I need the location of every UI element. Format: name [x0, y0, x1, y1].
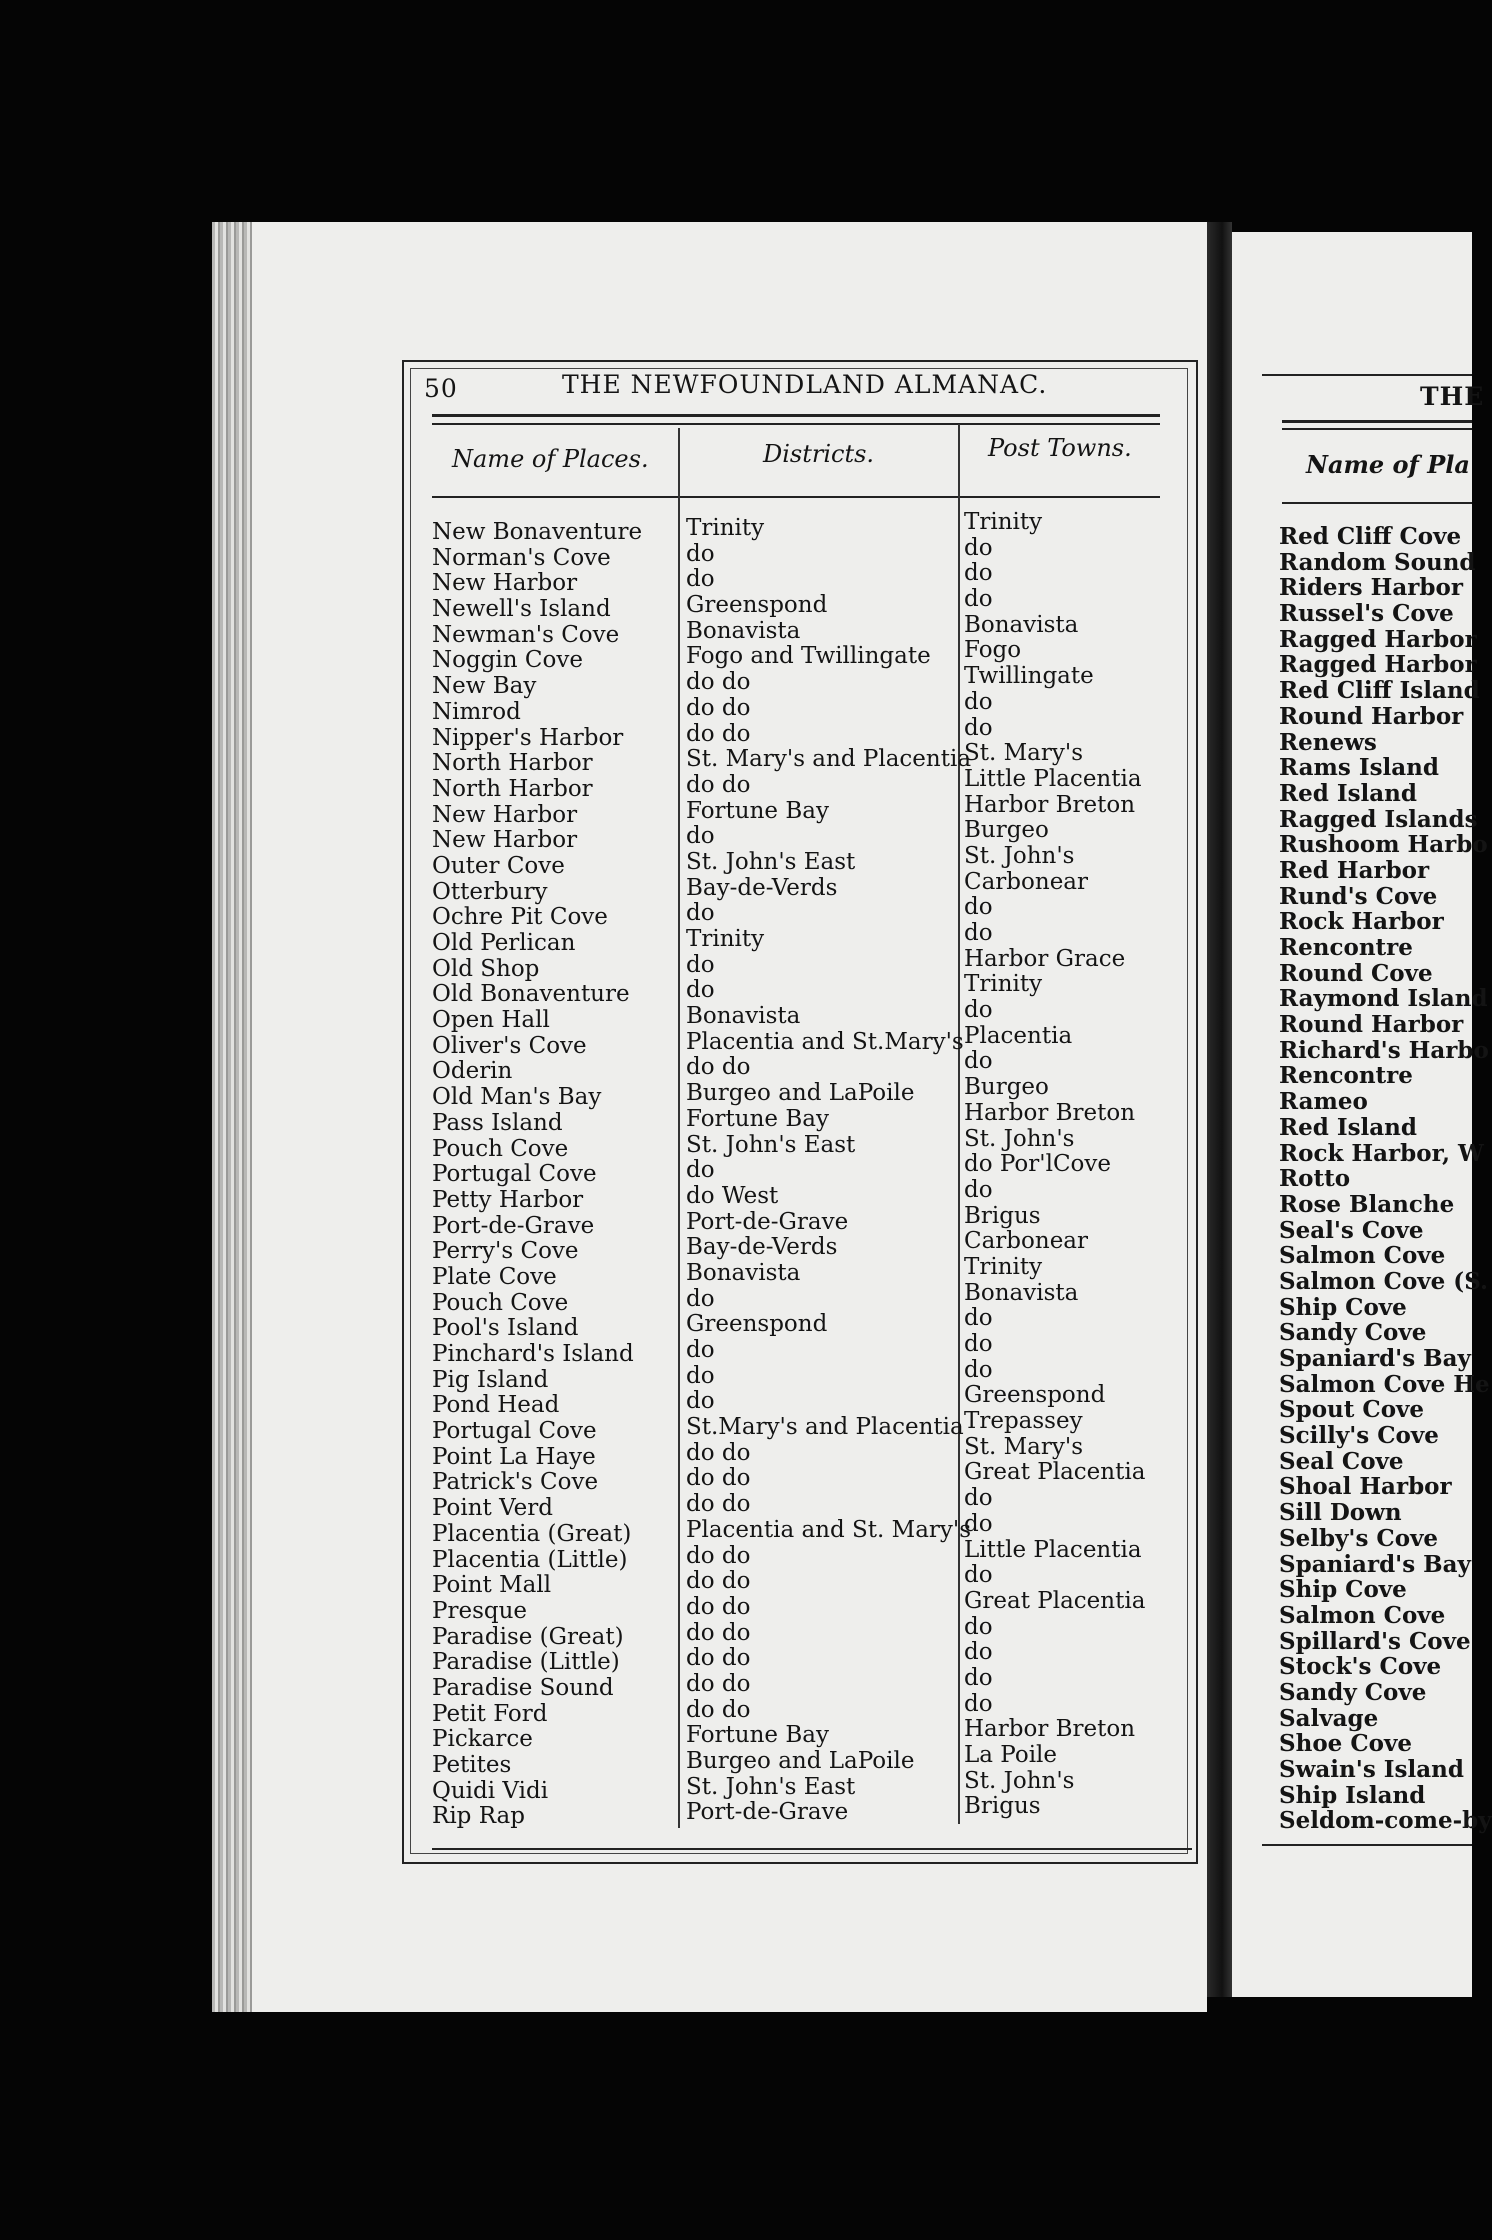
table-cell-name: Ochre Pit Cove: [432, 904, 608, 931]
table-cell-name: Rund's Cove: [1279, 882, 1438, 910]
table-cell-post-town: Trinity: [964, 1253, 1043, 1280]
table-cell-post-town: Harbor Breton: [964, 791, 1136, 818]
table-cell-post-town: Little Placentia: [964, 1536, 1142, 1563]
table-cell-name: New Bay: [432, 673, 537, 700]
table-cell-name: Noggin Cove: [432, 647, 583, 674]
table-cell-name: Placentia (Little): [432, 1546, 628, 1573]
table-cell-district: do: [686, 566, 715, 593]
table-cell-district: St. John's East: [686, 848, 856, 875]
table-cell-district: do do: [686, 1054, 751, 1081]
table-cell-name: Ragged Harbor: [1279, 625, 1477, 653]
table-cell-name: Point Verd: [432, 1495, 553, 1522]
table-cell-name: Seal's Cove: [1279, 1216, 1424, 1244]
table-cell-name: Point La Haye: [432, 1443, 596, 1470]
table-cell-name: Shoal Harbor: [1279, 1473, 1452, 1501]
table-cell-post-town: St. Mary's: [964, 740, 1083, 767]
table-cell-district: do: [686, 977, 715, 1004]
table-cell-name: Ragged Islands: [1279, 805, 1478, 833]
right-column-header: Name of Pla: [1306, 450, 1470, 479]
table-cell-post-town: do: [964, 1664, 993, 1691]
post-towns-column: [964, 510, 1145, 1820]
table-cell-post-town: Harbor Breton: [964, 1716, 1136, 1743]
table-cell-name: Rushoom Harbo: [1279, 831, 1488, 859]
table-cell-post-town: do: [964, 534, 993, 561]
table-cell-district: Port-de-Grave: [686, 1799, 849, 1826]
table-cell-post-town: Carbonear: [964, 1228, 1089, 1255]
table-cell-district: do do: [686, 1619, 751, 1646]
table-cell-post-town: Greenspond: [964, 1382, 1106, 1409]
table-cell-name: New Harbor: [432, 570, 578, 597]
page-edges: [212, 222, 252, 2012]
table-cell-post-town: Twillingate: [964, 663, 1094, 690]
table-cell-post-town: Little Placentia: [964, 765, 1142, 792]
table-cell-district: do: [686, 900, 715, 927]
table-cell-name: Spillard's Cove: [1279, 1627, 1471, 1655]
table-cell-name: Swain's Island: [1279, 1756, 1464, 1783]
right-running-head: THE: [1420, 382, 1485, 411]
table-cell-post-town: Burgeo: [964, 817, 1049, 844]
table-cell-post-town: St. John's: [964, 1767, 1075, 1794]
table-cell-name: Pool's Island: [432, 1315, 579, 1342]
table-cell-district: do do: [686, 1439, 751, 1466]
table-cell-name: Outer Cove: [432, 852, 565, 879]
table-cell-name: Ship Cove: [1279, 1576, 1407, 1604]
table-cell-name: Old Man's Bay: [432, 1084, 602, 1111]
table-cell-name: Pouch Cove: [432, 1289, 569, 1316]
table-cell-post-town: Trinity: [964, 971, 1043, 998]
table-cell-district: Port-de-Grave: [686, 1208, 849, 1235]
table-cell-name: Red Island: [1279, 1113, 1417, 1141]
table-cell-post-town: do: [964, 688, 993, 715]
table-cell-post-town: do: [964, 1613, 993, 1640]
table-cell-district: do do: [686, 1593, 751, 1620]
table-cell-name: New Harbor: [432, 827, 578, 854]
table-cell-name: Norman's Cove: [432, 544, 611, 571]
table-cell-district: do do: [686, 1568, 751, 1595]
table-cell-district: St. John's East: [686, 1773, 856, 1800]
table-cell-post-town: do: [964, 1176, 993, 1203]
table-cell-name: Old Bonaventure: [432, 981, 630, 1008]
column-header-districts: Districts.: [763, 440, 875, 468]
table-cell-district: Bay-de-Verds: [686, 874, 838, 901]
table-cell-name: Portugal Cove: [432, 1161, 597, 1188]
table-cell-district: Fogo and Twillingate: [686, 643, 931, 670]
table-cell-name: Selby's Cove: [1279, 1524, 1439, 1552]
table-cell-name: Renews: [1279, 728, 1377, 756]
table-cell-name: Perry's Cove: [432, 1238, 579, 1265]
table-cell-name: Random Sound: [1279, 548, 1476, 576]
table-cell-name: Rock Harbor: [1279, 908, 1444, 936]
table-cell-post-town: Great Placentia: [964, 1459, 1146, 1486]
column-divider-1: [678, 428, 680, 1828]
table-cell-district: Trinity: [686, 926, 765, 952]
table-cell-district: do do: [686, 771, 751, 798]
table-cell-name: Rams Island: [1279, 754, 1439, 782]
table-cell-name: Rameo: [1279, 1088, 1368, 1116]
names-column: [432, 520, 642, 1830]
table-cell-post-town: Brigus: [964, 1793, 1041, 1820]
table-cell-name: Ship Island: [1279, 1781, 1426, 1809]
table-cell-district: do: [686, 1337, 715, 1363]
right-header-rule-bottom: [1282, 428, 1472, 430]
table-cell-name: Nimrod: [432, 698, 521, 725]
table-cell-post-town: Fogo: [964, 637, 1022, 664]
table-cell-post-town: La Poile: [964, 1742, 1058, 1768]
table-cell-name: Newell's Island: [432, 596, 611, 623]
right-bottom-rule: [1262, 1844, 1472, 1846]
table-cell-district: do: [686, 1285, 715, 1312]
table-cell-name: Patrick's Cove: [432, 1469, 599, 1496]
table-cell-post-town: Trepassey: [964, 1408, 1083, 1435]
header-rule-top: [432, 414, 1160, 417]
table-cell-name: North Harbor: [432, 750, 593, 777]
table-cell-name: Oderin: [432, 1058, 513, 1085]
table-cell-name: Paradise (Great): [432, 1623, 624, 1650]
table-cell-district: Fortune Bay: [686, 1105, 829, 1132]
table-cell-name: Old Perlican: [432, 930, 576, 956]
table-cell-name: Plate Cove: [432, 1263, 557, 1290]
table-cell-name: Presque: [432, 1597, 528, 1624]
column-header-post-towns: Post Towns.: [988, 434, 1132, 462]
table-cell-name: Pig Island: [432, 1366, 549, 1393]
table-cell-name: Raymond Island: [1279, 985, 1488, 1013]
table-cell-post-town: Harbor Grace: [964, 945, 1126, 972]
table-cell-post-town: Brigus: [964, 1202, 1041, 1229]
table-cell-name: Ragged Harbor: [1279, 651, 1477, 679]
table-cell-post-town: do: [964, 560, 993, 587]
table-cell-post-town: do: [964, 1356, 993, 1383]
table-cell-name: Russel's Cove: [1279, 600, 1454, 628]
table-cell-district: St.Mary's and Placentia: [686, 1414, 964, 1441]
table-cell-name: Riders Harbor: [1279, 574, 1463, 602]
table-cell-district: do do: [686, 694, 751, 721]
table-cell-name: Portugal Cove: [432, 1418, 597, 1445]
table-cell-post-town: do: [964, 1690, 993, 1717]
table-bottom-rule: [432, 1848, 1192, 1850]
table-cell-name: Red Cliff Island: [1279, 677, 1480, 705]
table-cell-district: Bonavista: [686, 1259, 801, 1286]
table-cell-name: Salmon Cove (S.: [1279, 1267, 1488, 1295]
table-cell-post-town: Trinity: [964, 509, 1043, 535]
table-cell-name: Sandy Cove: [1279, 1678, 1427, 1706]
column-header-name: Name of Places.: [452, 445, 649, 473]
table-cell-post-town: St. Mary's: [964, 1433, 1083, 1460]
table-cell-name: Petites: [432, 1752, 512, 1778]
right-top-rule: [1262, 374, 1472, 376]
table-cell-name: Scilly's Cove: [1279, 1422, 1439, 1450]
table-cell-name: Rose Blanche: [1279, 1190, 1455, 1218]
table-cell-district: Greenspond: [686, 1311, 828, 1338]
table-cell-name: Round Harbor: [1279, 1011, 1464, 1039]
table-cell-post-town: do Por'lCove: [964, 1151, 1111, 1178]
table-cell-name: Spaniard's Bay: [1279, 1345, 1471, 1372]
table-cell-district: do do: [686, 1465, 751, 1492]
table-cell-post-town: do: [964, 714, 993, 741]
table-cell-name: Rencontre: [1279, 934, 1413, 961]
table-cell-district: do: [686, 1157, 715, 1184]
table-cell-district: Bay-de-Verds: [686, 1234, 838, 1261]
table-cell-post-town: do: [964, 997, 993, 1024]
table-cell-name: Paradise (Little): [432, 1649, 620, 1676]
table-cell-post-town: do: [964, 894, 993, 921]
districts-column: [686, 516, 971, 1826]
table-cell-name: Red Cliff Cove: [1279, 523, 1462, 550]
table-cell-district: St. John's East: [686, 1131, 856, 1158]
table-cell-post-town: Placentia: [964, 1022, 1073, 1049]
right-page-content: [1262, 360, 1492, 1880]
table-cell-district: do do: [686, 1491, 751, 1518]
table-cell-name: Salmon Cove He: [1279, 1370, 1490, 1398]
table-cell-name: Pickarce: [432, 1726, 533, 1753]
table-cell-name: Spaniard's Bay: [1279, 1550, 1471, 1578]
table-cell-name: Open Hall: [432, 1007, 550, 1034]
table-cell-district: do: [686, 951, 715, 978]
table-cell-name: Rock Harbor, W: [1279, 1139, 1484, 1167]
table-cell-post-town: do: [964, 586, 993, 613]
table-cell-name: Old Shop: [432, 955, 540, 982]
table-cell-district: Bonavista: [686, 617, 801, 644]
table-cell-district: do: [686, 1388, 715, 1415]
table-cell-post-town: do: [964, 1048, 993, 1075]
table-cell-district: do: [686, 1362, 715, 1389]
table-cell-name: Rotto: [1279, 1165, 1351, 1193]
table-cell-name: Quidi Vidi: [432, 1777, 549, 1804]
table-cell-name: Nipper's Harbor: [432, 724, 624, 751]
table-cell-post-town: do: [964, 1639, 993, 1666]
table-cell-name: New Harbor: [432, 801, 578, 828]
table-cell-name: Petty Harbor: [432, 1186, 584, 1213]
table-cell-name: Newman's Cove: [432, 621, 620, 648]
table-cell-name: Red Harbor: [1279, 856, 1430, 884]
table-cell-name: Salmon Cove: [1279, 1242, 1446, 1270]
table-cell-name: Red Island: [1279, 779, 1417, 807]
table-cell-district: Trinity: [686, 515, 765, 541]
page-number: 50: [424, 374, 458, 403]
table-cell-name: Salvage: [1279, 1704, 1379, 1732]
table-cell-name: Pouch Cove: [432, 1135, 569, 1162]
table-cell-district: Burgeo and LaPoile: [686, 1748, 915, 1774]
table-cell-name: New Bonaventure: [432, 519, 643, 545]
table-cell-name: Port-de-Grave: [432, 1212, 595, 1239]
table-cell-district: do do: [686, 1670, 751, 1697]
table-cell-district: St. Mary's and Placentia: [686, 746, 972, 773]
column-header-rule: [432, 496, 1160, 498]
table-cell-post-town: do: [964, 1305, 993, 1332]
table-cell-district: Placentia and St. Mary's: [686, 1516, 972, 1543]
table-cell-district: do do: [686, 720, 751, 747]
table-cell-district: do: [686, 823, 715, 850]
right-header-rule-top: [1282, 420, 1472, 423]
table-cell-name: Shoe Cove: [1279, 1730, 1412, 1758]
right-names-column: [1279, 524, 1492, 1834]
table-cell-post-town: do: [964, 1510, 993, 1537]
table-cell-name: Oliver's Cove: [432, 1032, 587, 1059]
book-gutter: [1207, 222, 1232, 1997]
table-cell-name: Salmon Cove: [1279, 1601, 1446, 1629]
table-cell-post-town: Carbonear: [964, 868, 1089, 895]
table-cell-post-town: do: [964, 920, 993, 946]
table-cell-name: Petit Ford: [432, 1700, 548, 1727]
table-cell-post-town: Great Placentia: [964, 1587, 1146, 1614]
table-cell-district: do do: [686, 1696, 751, 1723]
table-cell-district: do: [686, 540, 715, 567]
table-cell-name: Seldom-come-by: [1279, 1807, 1492, 1835]
table-cell-name: Rencontre: [1279, 1062, 1413, 1090]
table-cell-district: Fortune Bay: [686, 1722, 829, 1749]
table-cell-district: do do: [686, 1645, 751, 1672]
table-cell-name: Pass Island: [432, 1109, 563, 1136]
table-cell-name: Paradise Sound: [432, 1674, 614, 1701]
table-cell-post-town: do: [964, 1485, 993, 1512]
table-cell-name: North Harbor: [432, 775, 593, 802]
table-cell-post-town: Burgeo: [964, 1074, 1049, 1101]
table-cell-name: Seal Cove: [1279, 1447, 1404, 1475]
header-rule-bottom: [432, 423, 1160, 425]
table-cell-name: Placentia (Great): [432, 1520, 632, 1547]
table-cell-name: Spout Cove: [1279, 1396, 1425, 1424]
table-cell-name: Sill Down: [1279, 1499, 1402, 1527]
table-cell-name: Stock's Cove: [1279, 1653, 1442, 1681]
table-cell-name: Otterbury: [432, 878, 548, 905]
table-cell-name: Sandy Cove: [1279, 1319, 1427, 1347]
table-cell-name: Round Harbor: [1279, 702, 1464, 730]
table-cell-post-town: do: [964, 1331, 993, 1357]
table-cell-post-town: Bonavista: [964, 1279, 1079, 1306]
table-cell-post-town: St. John's: [964, 1125, 1075, 1152]
table-cell-district: Burgeo and LaPoile: [686, 1080, 915, 1107]
table-cell-name: Pinchard's Island: [432, 1341, 634, 1367]
right-column-header-rule: [1282, 502, 1472, 504]
table-cell-district: Placentia and St.Mary's: [686, 1028, 964, 1055]
table-cell-name: Point Mall: [432, 1572, 552, 1599]
table-cell-name: Ship Cove: [1279, 1293, 1407, 1321]
running-head: THE NEWFOUNDLAND ALMANAC.: [562, 370, 1048, 399]
table-cell-district: Fortune Bay: [686, 797, 829, 824]
table-cell-district: Bonavista: [686, 1003, 801, 1030]
table-cell-post-town: St. John's: [964, 842, 1075, 869]
table-cell-district: do do: [686, 1542, 751, 1569]
table-cell-post-town: Bonavista: [964, 611, 1079, 638]
table-cell-district: do West: [686, 1182, 779, 1209]
table-cell-district: Greenspond: [686, 592, 828, 619]
table-cell-name: Round Cove: [1279, 959, 1433, 987]
table-cell-post-town: Harbor Breton: [964, 1099, 1136, 1126]
table-cell-post-town: do: [964, 1562, 993, 1589]
table-cell-name: Rip Rap: [432, 1803, 525, 1830]
table-cell-name: Pond Head: [432, 1392, 560, 1419]
table-cell-district: do do: [686, 669, 751, 696]
table-cell-name: Richard's Harbo: [1279, 1036, 1489, 1064]
